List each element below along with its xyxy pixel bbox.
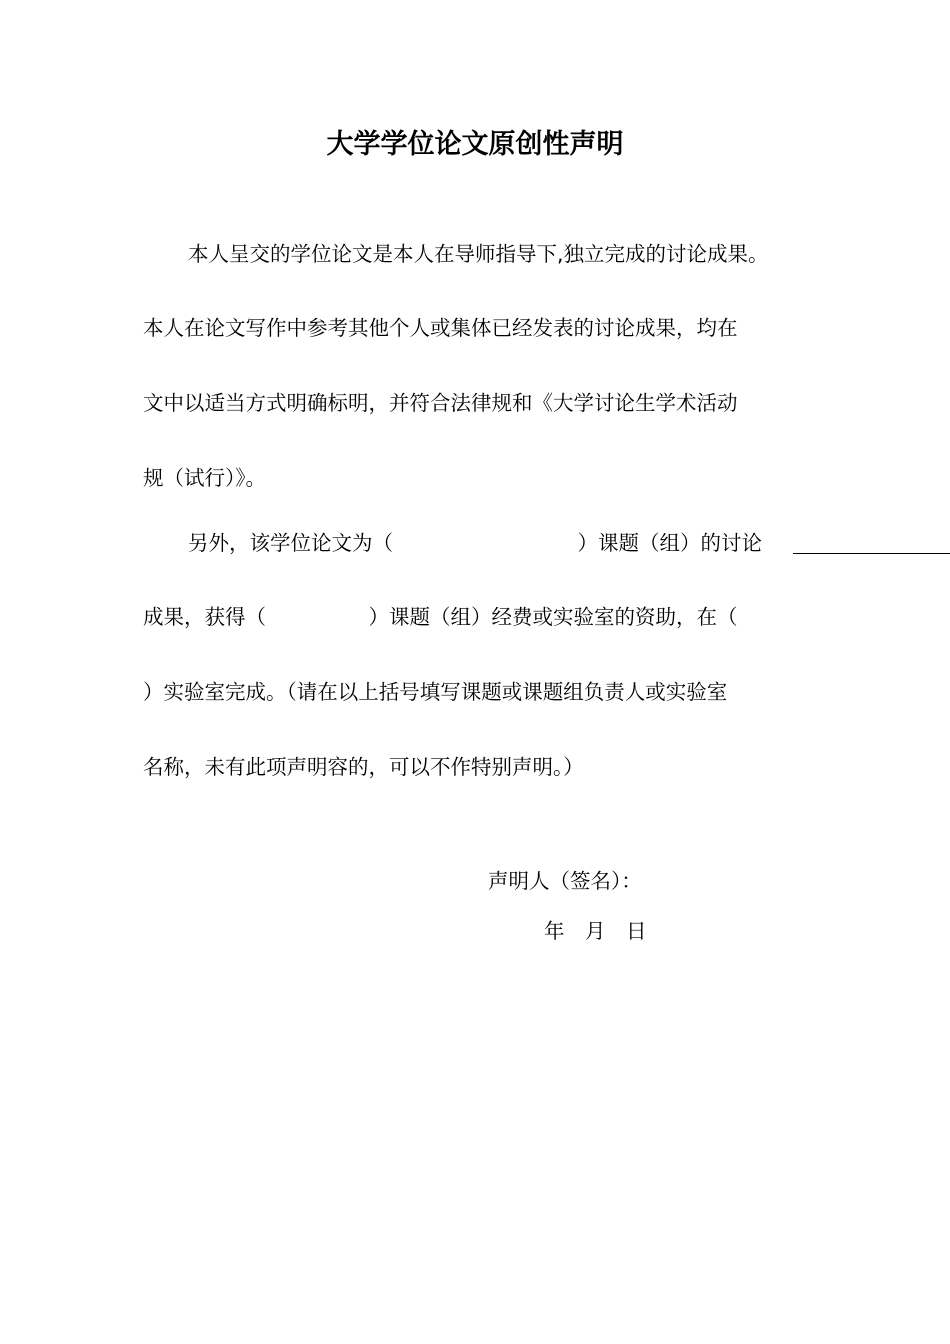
paragraph1-line4: 规（试行）》。 [143, 466, 266, 490]
signature-date: 年 月 日 [544, 919, 647, 943]
paragraph2-line4: 名称，未有此项声明容的，可以不作特别声明。） [143, 755, 584, 779]
page-title: 大学学位论文原创性声明 [326, 129, 624, 160]
blank-underline [793, 553, 950, 554]
paragraph2-line1: 另外，该学位论文为（ ）课题（组）的讨论 [188, 531, 762, 555]
signature-label: 声明人（签名）： [488, 869, 642, 893]
paragraph2-line3: ）实验室完成。（请在以上括号填写课题或课题组负责人或实验室 [143, 680, 728, 704]
paragraph2-line2: 成果，获得（ ）课题（组）经费或实验室的资助，在（ [143, 605, 738, 629]
paragraph1-line3: 文中以适当方式明确标明，并符合法律规和《大学讨论生学术活动 [143, 391, 738, 415]
paragraph1-line1: 本人呈交的学位论文是本人在导师指导下,独立完成的讨论成果。 [188, 242, 769, 266]
paragraph1-line2: 本人在论文写作中参考其他个人或集体已经发表的讨论成果，均在 [143, 316, 738, 340]
